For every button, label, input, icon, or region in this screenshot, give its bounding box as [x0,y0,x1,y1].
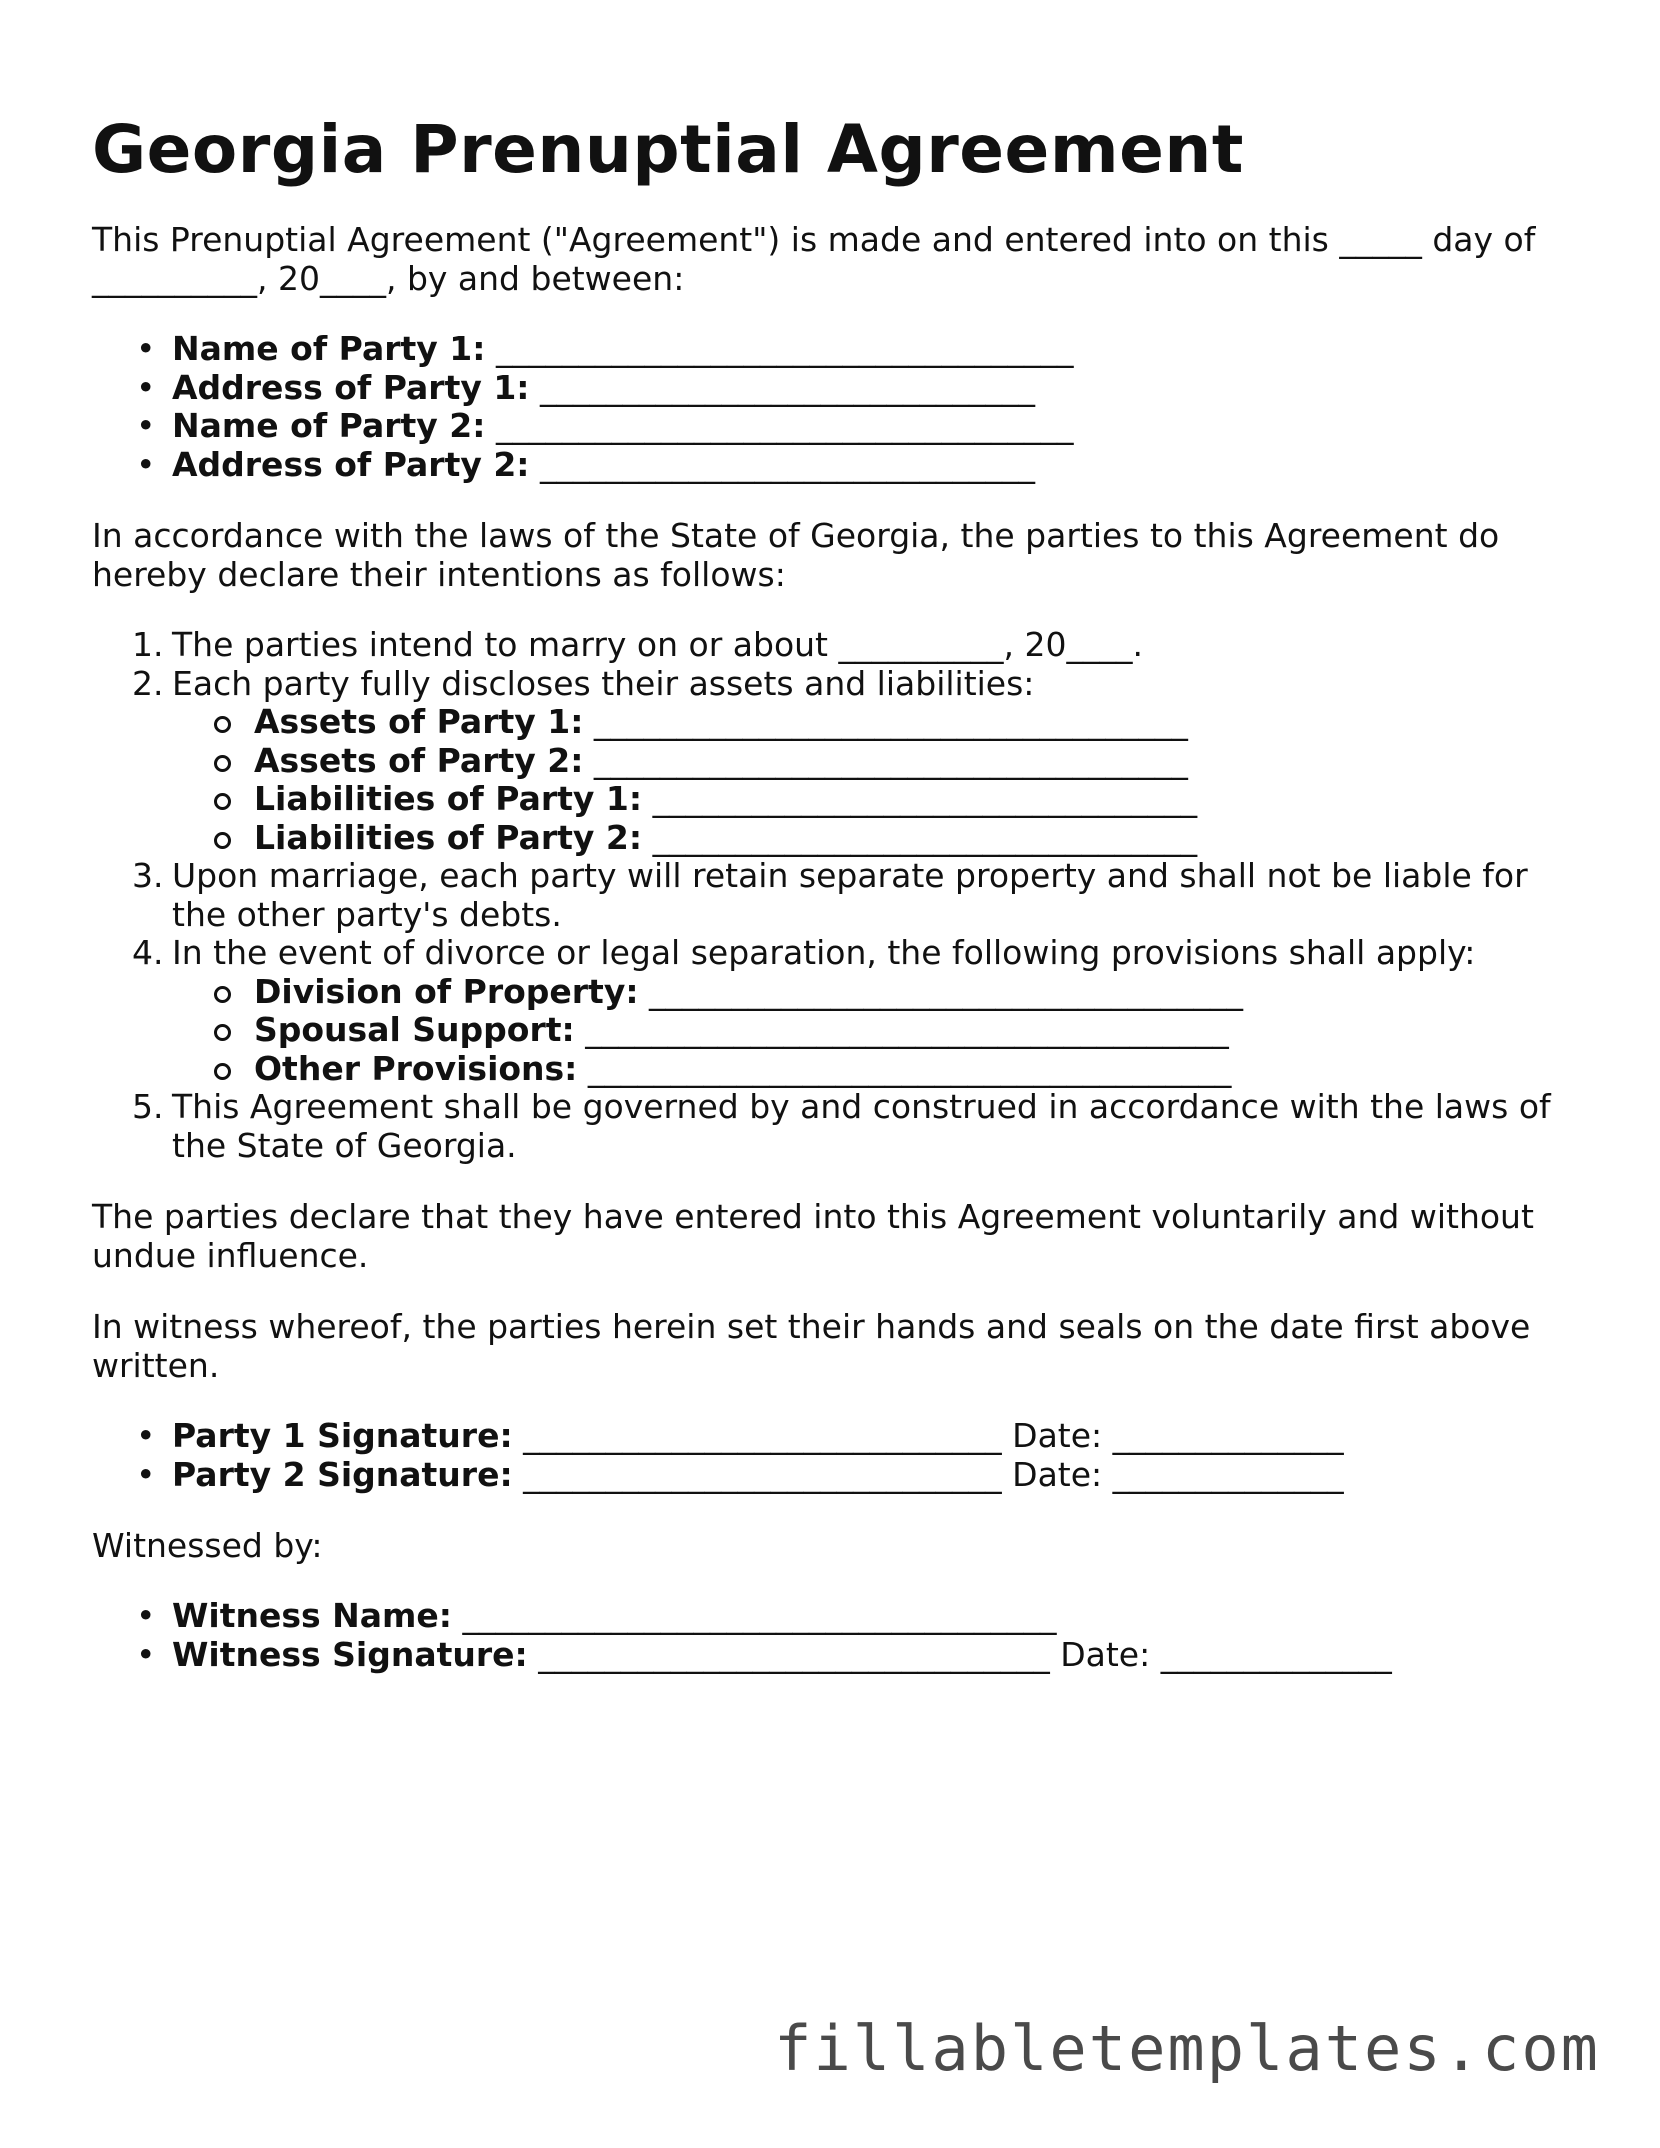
circle-bullet-icon [214,1024,231,1041]
fill-in-blank[interactable]: ____________________________________ [593,702,1188,741]
date-label: Date: [1060,1634,1151,1674]
intro-paragraph: This Prenuptial Agreement ("Agreement") is made and entered into on this _____ day of __________, 20____, by and between: [92,220,1536,298]
sublist-item [172,1011,1572,1050]
circle-bullet-icon [214,793,231,810]
bullet-icon: • [136,406,156,445]
bullet-icon: • [136,1596,156,1635]
provisions-sublist [172,973,1572,1089]
field-label: Witness Name: [172,1596,452,1635]
list-item [92,1636,1572,1675]
term-item [92,934,1572,1088]
term-text: The parties intend to marry on or about __________, 20____. [172,625,1143,664]
fill-in-blank[interactable]: _______________________________________ [587,1048,1232,1088]
field-label: Party 2 Signature: [172,1454,513,1494]
terms-list [92,626,1572,1165]
disclosure-sublist [172,703,1572,857]
page-title: Georgia Prenuptial Agreement [92,111,1244,188]
list-item [92,1456,1572,1495]
term-text: Upon marriage, each party will retain separate property and shall not be liable for the other party's debts. [172,856,1528,934]
field-label: Division of Property: [254,971,639,1011]
list-item [92,330,1572,369]
date-blank[interactable]: ______________ [1112,1454,1344,1494]
witness-list [92,1597,1572,1674]
term-item [92,857,1572,934]
bullet-icon: • [136,1634,156,1674]
term-text: In the event of divorce or legal separation, the following provisions shall apply: [172,933,1476,972]
fill-in-blank[interactable]: _______________________________________ [585,1010,1229,1049]
bullet-icon: • [136,444,156,484]
fill-in-blank[interactable]: ____________________________________ [649,971,1244,1011]
field-label: Assets of Party 1: [254,702,584,741]
bullet-icon: • [136,1454,156,1494]
voluntary-paragraph: The parties declare that they have entered into this Agreement voluntarily and without undue influence. [92,1197,1534,1275]
circle-bullet-icon [214,832,231,849]
fill-in-blank[interactable]: _________________________________ [652,779,1198,818]
list-item [92,446,1572,485]
fill-in-blank[interactable]: ______________________________ [540,367,1036,407]
sublist-item [172,703,1572,742]
fill-in-blank[interactable]: ____________________________________ [593,740,1188,780]
term-item [92,665,1572,858]
field-label: Name of Party 2: [172,406,486,445]
fill-in-blank[interactable]: ___________________________________ [495,406,1074,445]
circle-bullet-icon [214,1063,231,1080]
field-label: Name of Party 1: [172,329,486,368]
sublist-item [172,1050,1572,1089]
term-item [92,1088,1572,1165]
declaration-paragraph: In accordance with the laws of the State of Georgia, the parties to this Agreement do hereby declare their intentions as follows: [92,516,1500,594]
document-page [92,110,1572,1674]
field-label: Spousal Support: [254,1010,575,1049]
field-label: Witness Signature: [172,1634,528,1674]
fill-in-blank[interactable]: ____________________________________ [462,1596,1057,1635]
list-item [92,407,1572,446]
sublist-item [172,742,1572,781]
list-item [92,1417,1572,1456]
term-number: 4. [132,933,164,972]
sublist-item [172,819,1572,858]
term-number: 3. [132,856,164,895]
term-number: 5. [132,1087,164,1126]
circle-bullet-icon [214,986,231,1003]
fill-in-blank[interactable]: ___________________________________ [495,329,1074,368]
field-label: Liabilities of Party 1: [254,779,643,818]
date-blank[interactable]: ______________ [1112,1416,1344,1455]
date-blank[interactable]: ______________ [1160,1634,1392,1674]
field-label: Address of Party 1: [172,367,530,407]
signature-blank[interactable]: _____________________________ [523,1416,1002,1455]
field-label: Liabilities of Party 2: [254,817,643,857]
circle-bullet-icon [214,716,231,733]
list-item [92,369,1572,408]
signature-list [92,1417,1572,1494]
signature-blank[interactable]: _____________________________ [523,1454,1002,1494]
bullet-icon: • [136,1416,156,1455]
witness-statement: In witness whereof, the parties herein set their hands and seals on the date first above written. [92,1307,1531,1385]
list-item [92,1597,1572,1636]
field-label: Address of Party 2: [172,444,530,484]
witnessed-by-label: Witnessed by: [92,1526,323,1565]
bullet-icon: • [136,367,156,407]
sublist-item [172,973,1572,1012]
circle-bullet-icon [214,755,231,772]
date-label: Date: [1012,1454,1103,1494]
signature-blank[interactable]: _______________________________ [538,1634,1050,1674]
fill-in-blank[interactable]: ______________________________ [540,444,1036,484]
term-item [92,626,1572,665]
term-number: 1. [132,625,164,664]
watermark: fillabletemplates.com [774,2012,1600,2085]
party-list [92,330,1572,484]
sublist-item [172,780,1572,819]
field-label: Assets of Party 2: [254,740,584,780]
fill-in-blank[interactable]: _________________________________ [652,817,1198,857]
field-label: Party 1 Signature: [172,1416,513,1455]
term-text: Each party fully discloses their assets and liabilities: [172,663,1035,703]
term-text: This Agreement shall be governed by and construed in accordance with the laws of the State of Georgia. [172,1087,1551,1165]
field-label: Other Provisions: [254,1048,578,1088]
term-number: 2. [132,663,164,703]
date-label: Date: [1012,1416,1103,1455]
bullet-icon: • [136,329,156,368]
